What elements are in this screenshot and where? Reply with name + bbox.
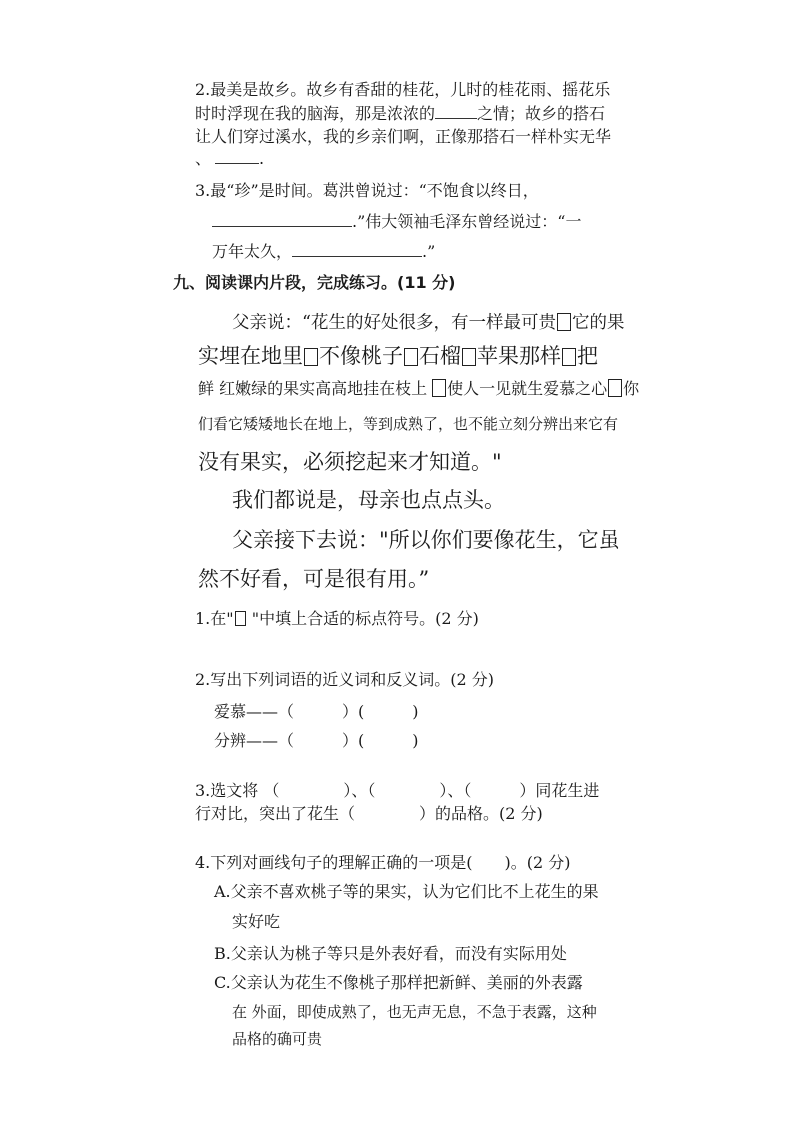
q4-option-a-cont: 实好吃 <box>232 912 281 931</box>
passage-text: 实埋在地里 <box>198 344 303 368</box>
s8-q2-line4-b: . <box>259 149 265 168</box>
q2-row-fenbian[interactable]: 分辨——（ ）( ) <box>214 731 419 750</box>
s8-q2-line4 <box>195 149 264 169</box>
passage-line3 <box>198 379 639 399</box>
passage-line6: 我们都说是，母亲也点点头。 <box>232 488 505 512</box>
q1-text-a: 1.在" <box>195 609 234 628</box>
s8-q2-line2 <box>195 104 605 124</box>
q4-option-c[interactable]: C.父亲认为花生不像桃子那样把新鲜、美丽的外表露 <box>214 973 583 992</box>
section-heading: 九、阅读课内片段，完成练习。(11 分) <box>173 273 456 292</box>
punctuation-box[interactable] <box>432 379 446 397</box>
fill-blank[interactable] <box>215 149 259 164</box>
punctuation-box[interactable] <box>304 348 318 366</box>
s8-q2-line3: 让人们穿过溪水，我的乡亲们啊，正像那搭石一样朴实无华 <box>195 127 612 146</box>
passage-text: 石榴 <box>419 344 461 368</box>
q2-row-aimu[interactable]: 爱慕——（ ）( ) <box>214 702 419 721</box>
passage-line4: 们看它矮矮地长在地上，等到成熟了，也不能立刻分辨出来它有 <box>198 415 619 433</box>
q3-line1[interactable]: 3.选文将 （ ）、（ ）、（ ）同花生进 <box>195 781 600 800</box>
passage-text: 你 <box>623 379 640 398</box>
s8-q3-line3-a: 万年太久， <box>212 242 293 261</box>
passage-text: 父亲说：“花生的好处很多，有一样最可贵 <box>232 313 556 333</box>
q4-option-c-cont2: 品格的确可贵 <box>232 1030 323 1048</box>
s8-q3-line3 <box>212 242 435 262</box>
fill-blank[interactable] <box>292 242 422 257</box>
q2-title: 2.写出下列词语的近义词和反义词。(2 分) <box>195 670 495 689</box>
passage-line7: 父亲接下去说："所以你们要像花生，它虽 <box>232 528 620 552</box>
s8-q3-line1: 3.最“珍”是时间。葛洪曾说过：“不饱食以终日， <box>195 181 539 200</box>
passage-text: 不像桃子 <box>319 344 403 368</box>
q4-option-c-cont1: 在 外面，即使成熟了，也无声无息，不急于表露，这种 <box>232 1003 597 1021</box>
punctuation-box[interactable] <box>562 348 576 366</box>
s8-q2-line2-a: 时时浮现在我的脑海，那是浓浓的 <box>195 104 436 123</box>
fill-blank[interactable] <box>212 212 352 227</box>
passage-text: 使人一见就生爱慕之心 <box>447 379 608 398</box>
q3-line2[interactable]: 行对比，突出了花生（ ）的品格。(2 分) <box>195 804 543 823</box>
punctuation-box[interactable] <box>608 379 622 397</box>
passage-text: 苹果那样 <box>477 344 561 368</box>
s8-q3-line2-b: .”伟大领袖毛泽东曾经说过：“一 <box>352 212 582 231</box>
passage-line5: 没有果实，必须挖起来才知道。" <box>198 450 502 474</box>
punctuation-box[interactable] <box>557 313 571 331</box>
q1-text-b: "中填上合适的标点符号。(2 分) <box>246 609 479 628</box>
punctuation-box[interactable] <box>462 348 476 366</box>
passage-text: 把 <box>577 344 598 368</box>
q1-text <box>195 609 479 629</box>
punctuation-box[interactable] <box>404 348 418 366</box>
q4-option-b[interactable]: B.父亲认为桃子等只是外表好看，而没有实际用处 <box>214 944 567 963</box>
passage-line1 <box>232 312 624 334</box>
q4-option-a[interactable]: A.父亲不喜欢桃子等的果实，认为它们比不上花生的果 <box>214 882 599 901</box>
fill-blank[interactable] <box>435 104 477 119</box>
s8-q2-line4-a: 、 <box>195 149 212 168</box>
s8-q2-line1: 2.最美是故乡。故乡有香甜的桂花，儿时的桂花雨、摇花乐 <box>195 80 611 99</box>
passage-line2 <box>198 343 598 369</box>
passage-text: 它的果 <box>571 313 625 333</box>
s8-q2-line2-b: 之情；故乡的搭石 <box>477 104 606 123</box>
passage-text: 鲜 红嫩绿的果实高高地挂在枝上 <box>198 379 428 398</box>
punctuation-box-icon <box>235 611 246 626</box>
s8-q3-line2 <box>212 212 581 232</box>
s8-q3-line3-b: .” <box>422 242 436 261</box>
passage-line8: 然不好看，可是很有用。” <box>198 567 430 591</box>
q4-title: 4.下列对画线句子的理解正确的一项是( )。(2 分) <box>195 853 571 872</box>
